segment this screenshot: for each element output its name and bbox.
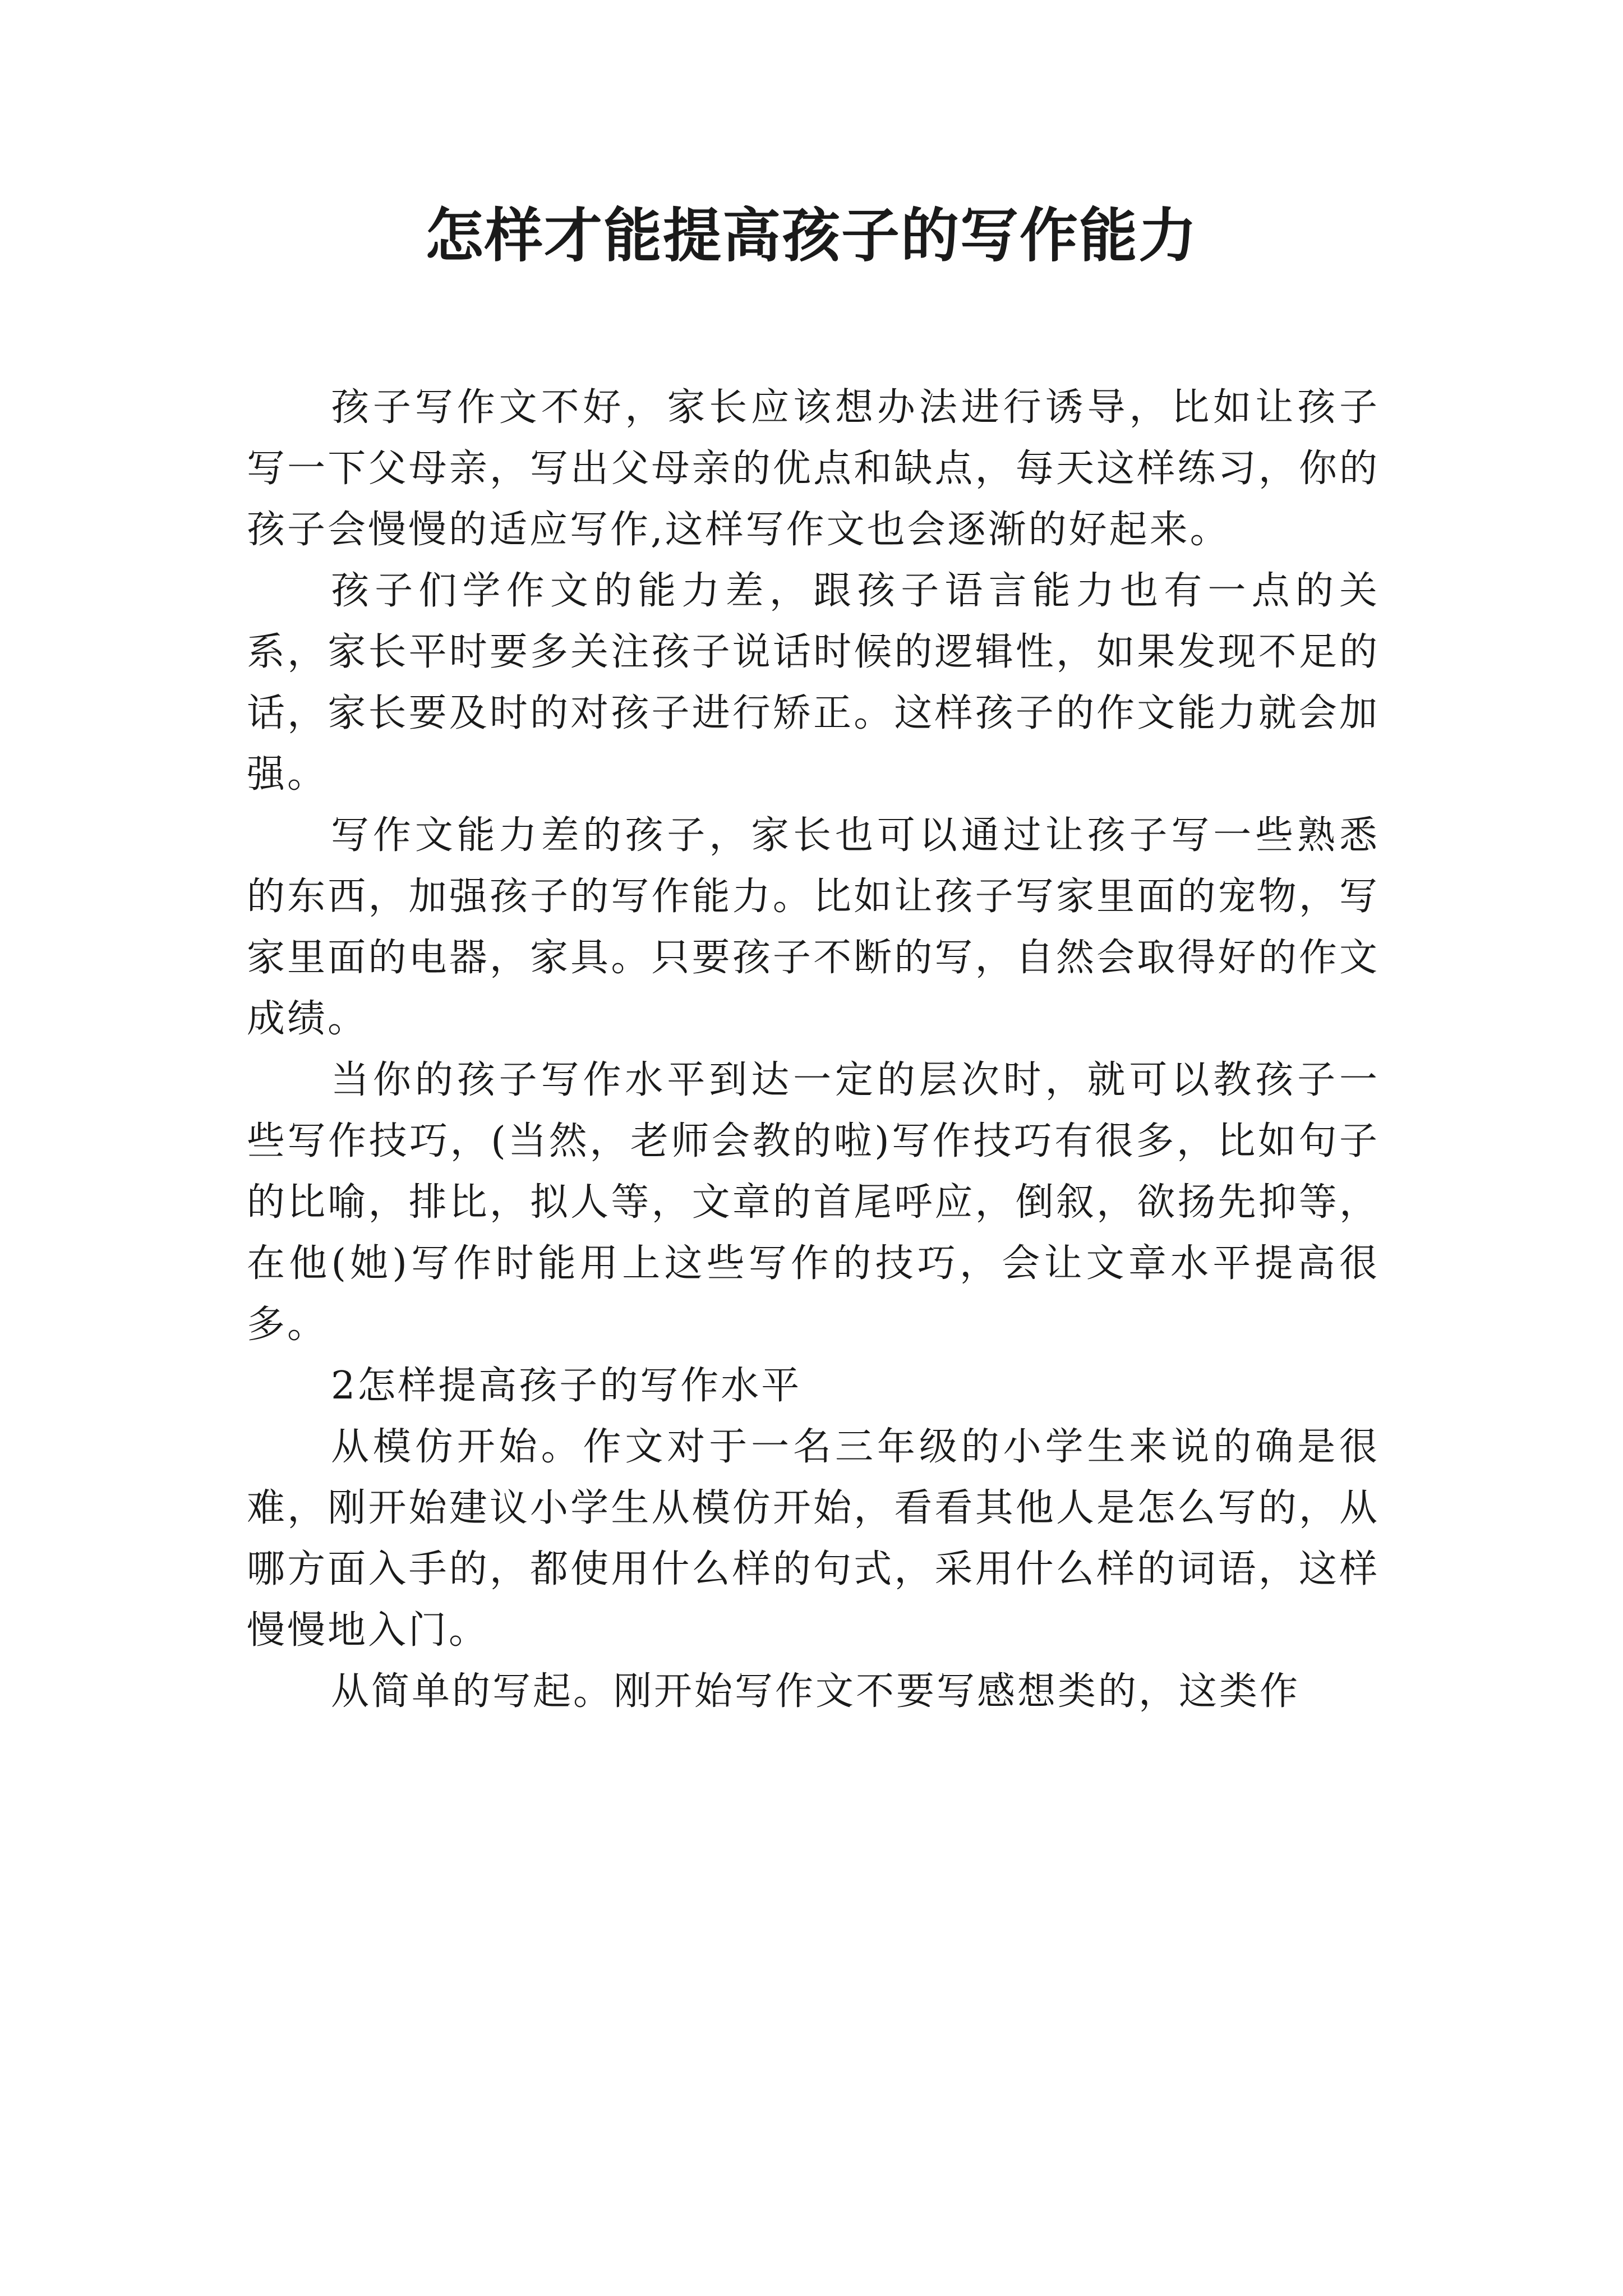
document-body [247,377,1380,1722]
section-heading: 2怎样提高孩子的写作水平 [331,1364,802,1408]
paragraph: 当你的孩子写作水平到达一定的层次时，就可以教孩子一些写作技巧，(当然，老师会教的啦)写作技巧有很多，比如句子的比喻，排比，拟人等，文章的首尾呼应，倒叙，欲扬先抑等，在他(她)写作时能用上这些写作的技巧，会让文章水平提高很多。 [247,1058,1380,1347]
document-title: 怎样才能提高孩子的写作能力 [425,201,1198,270]
paragraph: 从模仿开始。作文对于一名三年级的小学生来说的确是很难，刚开始建议小学生从模仿开始，看看其他人是怎么写的，从哪方面入手的，都使用什么样的句式，采用什么样的词语，这样慢慢地入门。 [247,1425,1380,1653]
paragraph: 从简单的写起。刚开始写作文不要写感想类的，这类作 [331,1669,1301,1714]
paragraph: 孩子们学作文的能力差，跟孩子语言能力也有一点的关系，家长平时要多关注孩子说话时候的逻辑性，如果发现不足的话，家长要及时的对孩子进行矫正。这样孩子的作文能力就会加强。 [247,569,1380,797]
paragraph: 孩子写作文不好，家长应该想办法进行诱导，比如让孩子写一下父母亲，写出父母亲的优点和缺点，每天这样练习，你的孩子会慢慢的适应写作,这样写作文也会逐渐的好起来。 [247,385,1380,552]
paragraph: 写作文能力差的孩子，家长也可以通过让孩子写一些熟悉的东西，加强孩子的写作能力。比如让孩子写家里面的宠物，写家里面的电器，家具。只要孩子不断的写，自然会取得好的作文成绩。 [247,813,1380,1041]
